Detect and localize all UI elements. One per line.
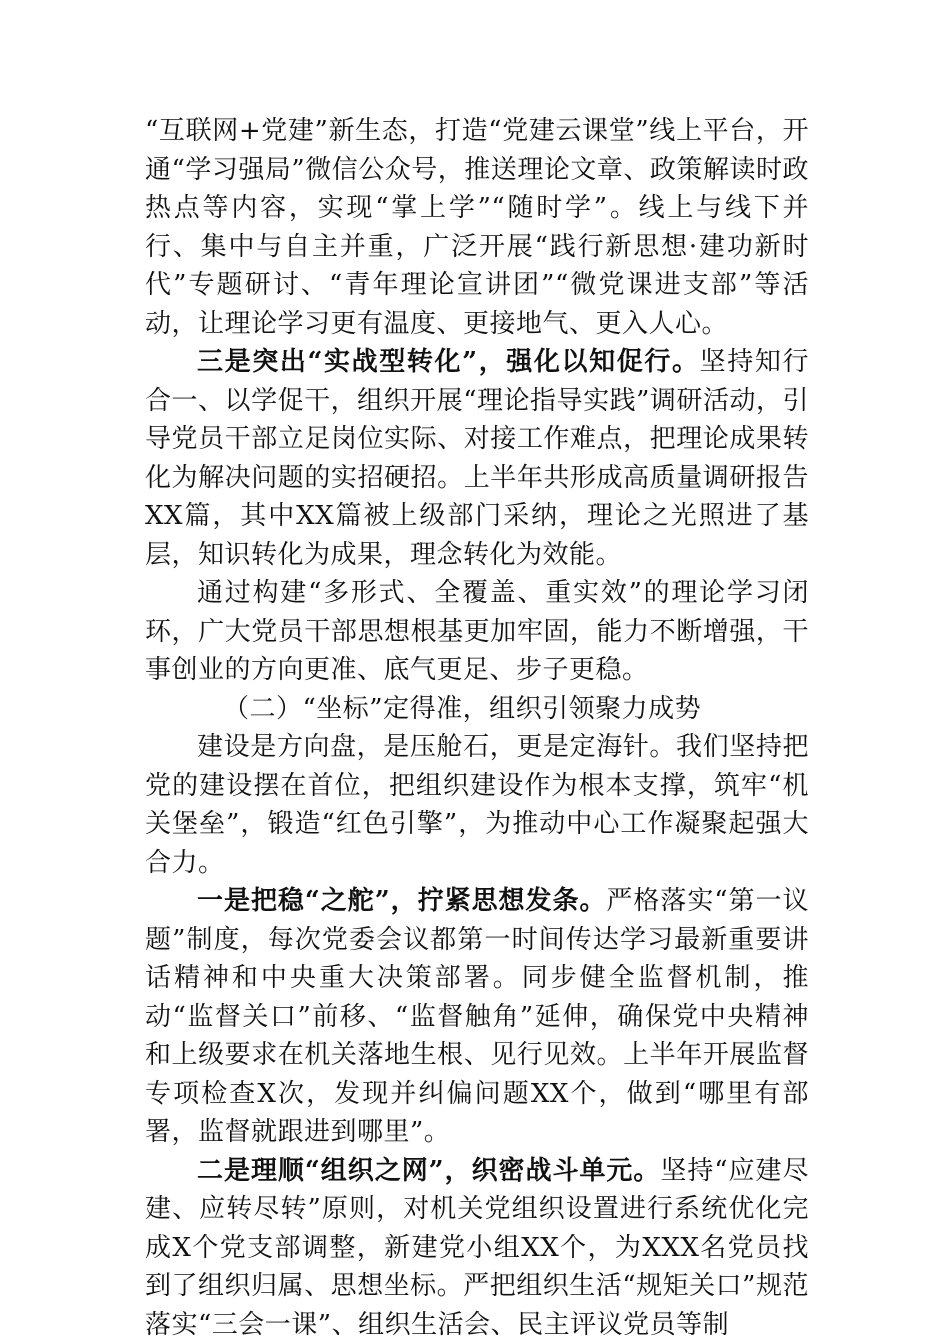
section-heading: [145, 690, 809, 729]
paragraph-lead-heading: 一是把稳“之舵”，拧紧思想发条。: [197, 886, 607, 916]
paragraph-section-intro: [145, 728, 809, 882]
paragraph-continuation: [145, 112, 809, 343]
document-body: [145, 112, 809, 1344]
paragraph-lead-heading: 二是理顺“组织之网”，织密战斗单元。: [197, 1155, 661, 1186]
paragraph-text: 坚持“应建尽建、应转尽转”原则，对机关党组织设置进行系统优化完成X个党支部调整，新建党小组XX个，为XXX名党员找到了组织归属、思想坐标。严把组织生活“规矩关口”规范落实“三会一课”、组织生活会、民主评议党员等制: [145, 1155, 809, 1340]
paragraph-text: 建设是方向盘，是压舱石，更是定海针。我们坚持把党的建设摆在首位，把组织建设作为根本支撑，筑牢“机关堡垒”，锻造“红色引擎”，为推动中心工作凝聚起强大合力。: [145, 732, 809, 878]
paragraph-text: 严格落实“第一议题”制度，每次党委会议都第一时间传达学习最新重要讲话精神和中央重大决策部署。同步健全监督机制，推动“监督关口”前移、“监督触角”延伸，确保党中央精神和上级要求在机关落地生根、见行见效。上半年开展监督专项检查X次，发现并纠偏问题XX个，做到“哪里有部署，监督就跟进到哪里”。: [145, 886, 809, 1147]
paragraph-point-one: [145, 882, 809, 1152]
paragraph-text: “互联网+党建”新生态，打造“党建云课堂”线上平台，开通“学习强局”微信公众号，推送理论文章、政策解读时政热点等内容，实现“掌上学”“随时学”。线上与线下并行、集中与自主并重，广泛开展“践行新思想·建功新时代”专题研讨、“青年理论宣讲团”“微党课进支部”等活动，让理论学习更有温度、更接地气、更入人心。: [145, 116, 809, 339]
paragraph-summary: [145, 574, 809, 690]
paragraph-text: 通过构建“多形式、全覆盖、重实效”的理论学习闭环，广大党员干部思想根基更加牢固，能力不断增强，干事创业的方向更准、底气更足、步子更稳。: [145, 578, 809, 685]
section-heading-text: （二）“坐标”定得准，组织引领聚力成势: [223, 693, 702, 724]
paragraph-text: 坚持知行合一、以学促干，组织开展“理论指导实践”调研活动，引导党员干部立足岗位实际、对接工作难点，把理论成果转化为解决问题的实招硬招。上半年共形成高质量调研报告XX篇，其中XX篇被上级部门采纳，理论之光照进了基层，知识转化为成果，理念转化为效能。: [145, 347, 809, 570]
paragraph-lead-heading: 三是突出“实战型转化”，强化以知促行。: [197, 347, 700, 377]
paragraph-point-two: [145, 1152, 809, 1344]
paragraph-practical-transformation: [145, 343, 809, 574]
